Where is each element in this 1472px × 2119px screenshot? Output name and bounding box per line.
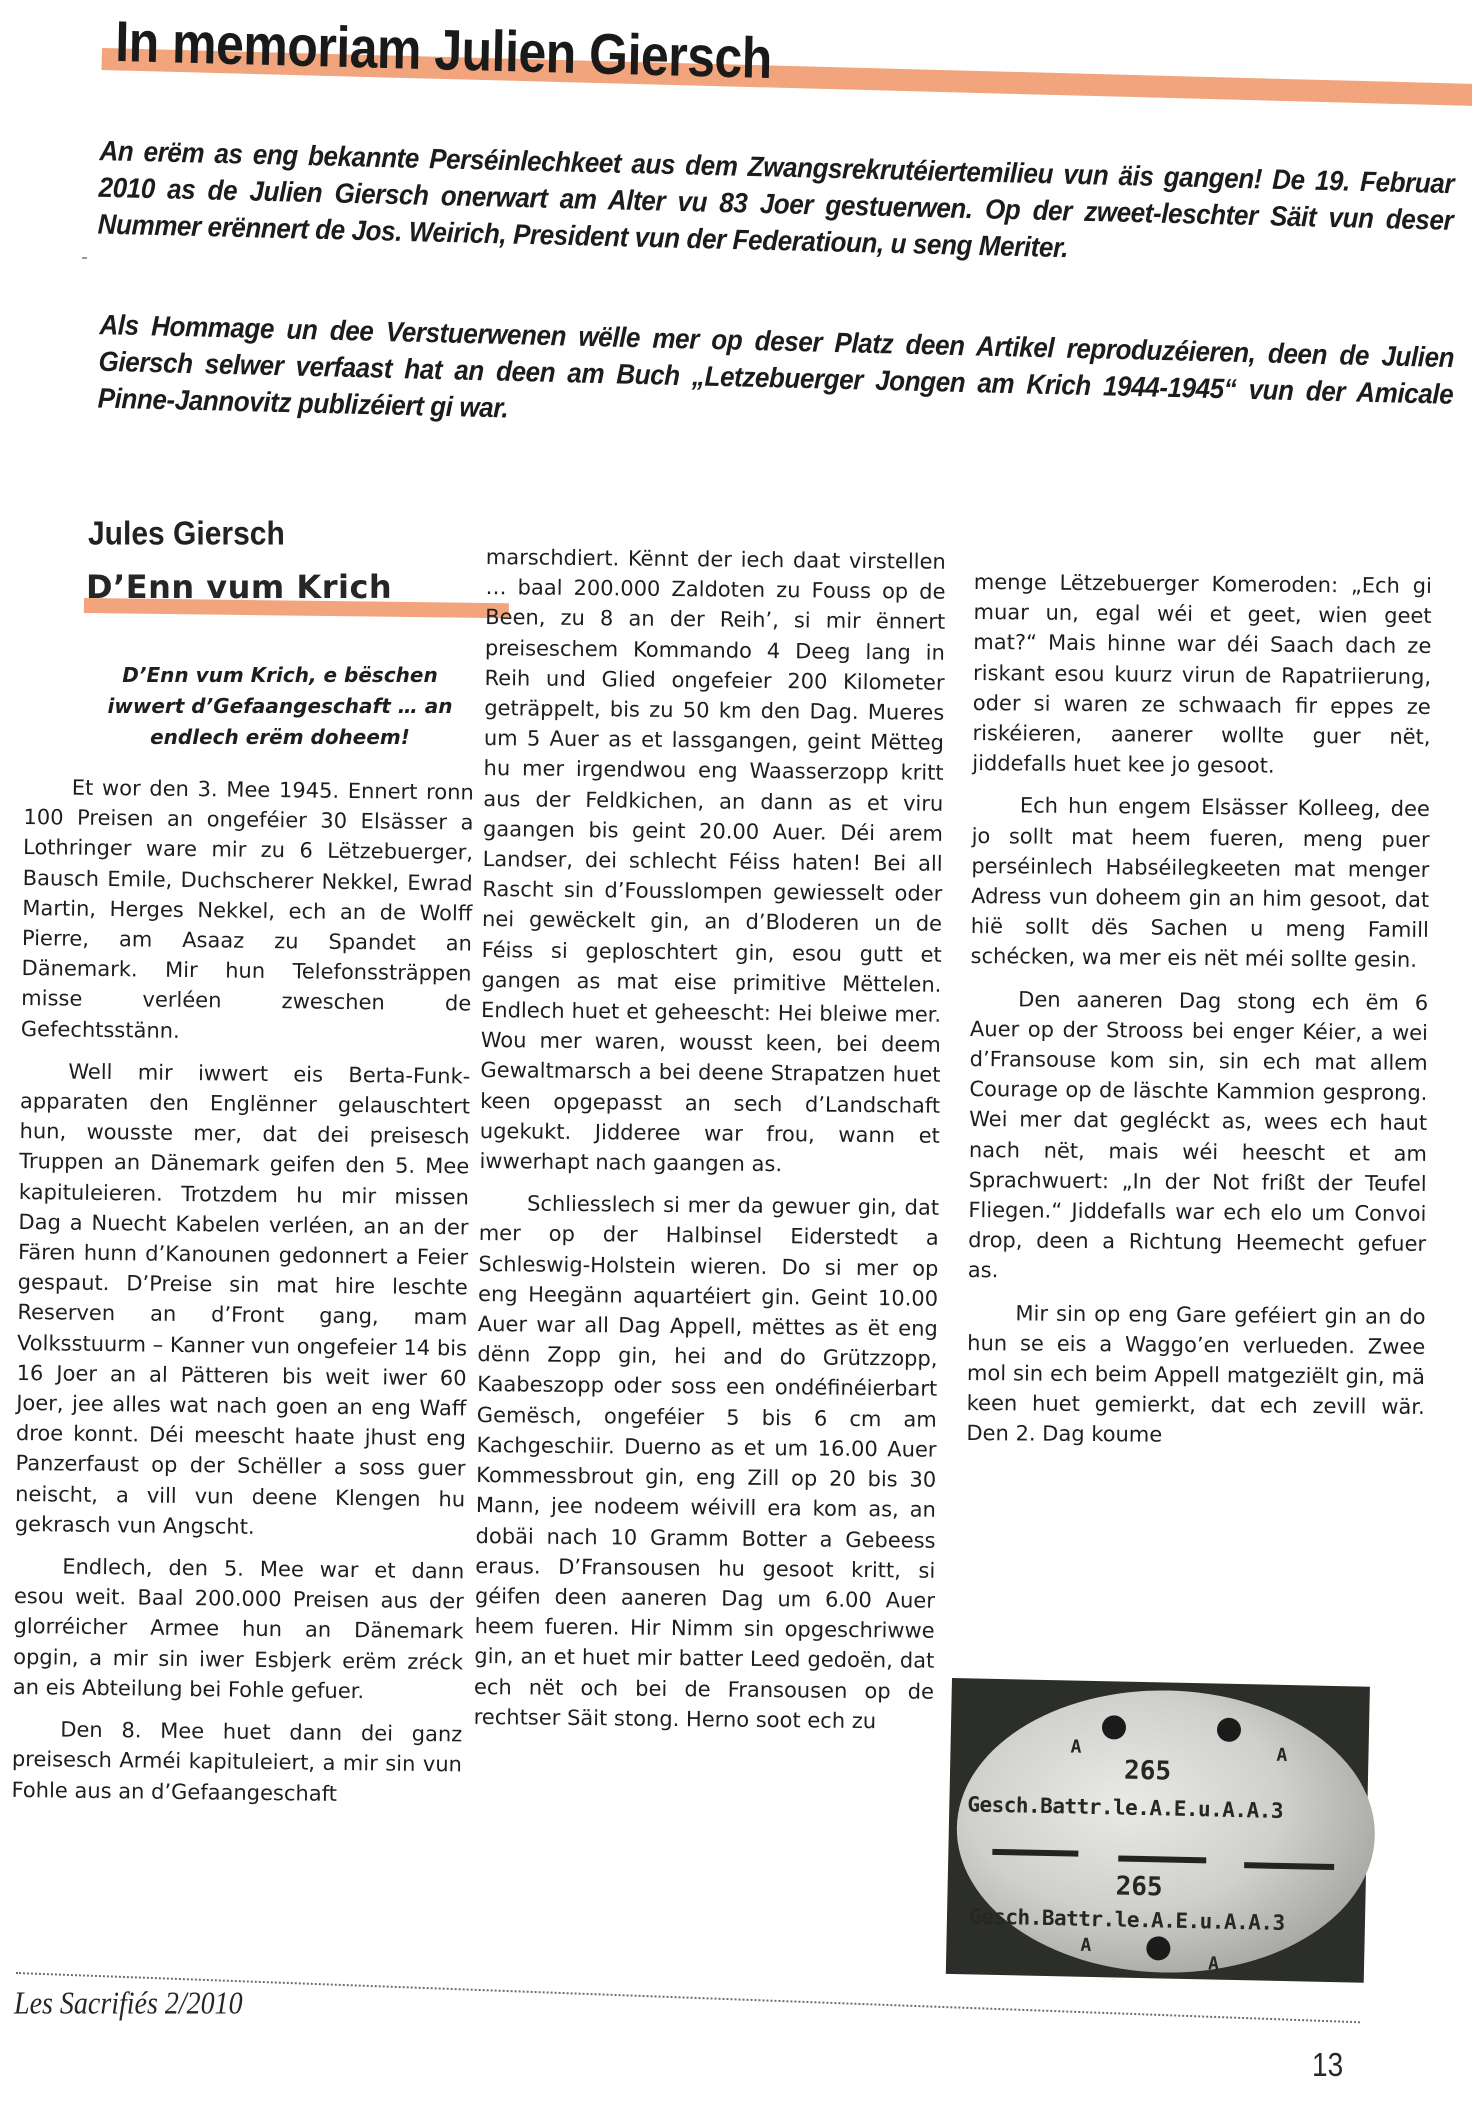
- tag-break-slot: [1244, 1862, 1334, 1870]
- article-column-2: [473, 542, 946, 1749]
- tag-letter: A: [1276, 1744, 1288, 1767]
- article-kicker: D’Enn vum Krich, e bëschen iwwert d’Gefaangeschaft … an endlech erëm doheem!: [107, 663, 453, 749]
- column-paragraph: Ech hun engem Elsässer Kolleeg, dee jo sollt mat heem fueren, meng puer perséinlech Habséilegkeeten mat menger Adress vun doheem gin an him gesoot, dat hië sollt dës Sachen u meng Famill schécken, wa mer eis nët méi sollte gesin.: [970, 793, 1431, 973]
- tag-letter: A: [1080, 1934, 1092, 1956]
- dog-tag-icon: [954, 1686, 1378, 1977]
- column-paragraph: Mir sin op eng Gare geféiert gin an do hun se eis a Waggo’en verlueden. Zwee mol sin ech beim Appell matgeziëlt gin, mä keen huet gemierkt, dat ech zevill wär. Den 2. Dag koume: [966, 1301, 1426, 1448]
- tag-letter: A: [1207, 1953, 1220, 1975]
- column-paragraph: Den 8. Mee huet dann dei ganz preisesch Arméi kapituleiert, a mir sin vun Fohle aus an d’Gefaangeschaft: [11, 1717, 463, 1806]
- tag-hole: [1102, 1715, 1126, 1739]
- column-paragraph: menge Lëtzebuerger Komeroden: „Ech gi muar un, egal wéi et geet, wien geet mat?“ Mais hinne war déi Saach dach ze riskant esou kuurz virun de Rapatriierung, oder si waren ze schwaach fir eppes ze riskéieren, aanerer wollte guer nët, jiddefalls huet kee jo gesoot.: [972, 569, 1432, 778]
- publication-name: Les Sacrifiés 2/2010: [14, 1986, 243, 2022]
- tag-unit-text: Gesch.Battr.le.A.E.u.A.A.3: [968, 1904, 1285, 1936]
- tag-hole: [1217, 1718, 1241, 1742]
- dog-tag-photo: [946, 1678, 1370, 1983]
- column-paragraph: marschdiert. Kënnt der iech daat virstellen … baal 200.000 Zaldoten zu Fouss op de Been, zu 8 an der Reih’, si mir ënnert preiseschem Kommando 4 Deeg lang in Reih und Glied ongefeier 200 Kilometer geträppelt, bis zu 50 km den Dag. Mueres um 5 Auer as et lassgangen, geint Mëtteg hu mer irgendwou eng Waasserzopp kritt aus der Feldkichen, an dann as et viru gaangen bis geint 20.00 Auer. Déi arem Landser, dei schlecht Féiss haten! Bei all Rascht sin d’Fousslompen gewiesselt oder nei gewëckelt gin, an d’Bloderen un de Féiss si geploschtert gin, esou gutt et gangen as mat eise primitive Mëttelen. Endlech huet et geheescht: Hei bleiwe mer. Wou mer waren, wousst keen, bei deem Gewaltmarsch a bei deene Strapatzen huet keen opgepasst an sech d’Landschaft ugekukt. Jidderee war frou, wann et iwwerhapt nach gaangen as.: [479, 544, 946, 1177]
- tag-hole: [1146, 1936, 1170, 1960]
- page-number: 13: [1312, 2046, 1344, 2084]
- article-title: D’Enn vum Krich: [86, 568, 393, 606]
- column-paragraph: Et wor den 3. Mee 1945. Ennert ronn 100 Preisen an ongeféier 30 Elsässer a Lothringer ware mir zu 6 Lëtzebuerger, Bausch Emile, Duchscherer Nekkel, Ewrad Martin, Herges Nekkel, ech an de Wolff Pierre, am Asaaz zu Spandet an Dänemark. Mir hun Telefonssträppen misse verléen zweschen de Gefechtsstänn.: [20, 775, 474, 1043]
- tag-number: 265: [1115, 1871, 1163, 1903]
- article-column-1: [11, 772, 474, 1822]
- article-column-3: [966, 567, 1432, 1465]
- article-author: Jules Giersch: [88, 516, 285, 553]
- tag-break-slot: [1118, 1856, 1206, 1864]
- column-paragraph: Endlech, den 5. Mee war et dann esou weit. Baal 200.000 Preisen aus der glorréicher Armee hun an Dänemark opgin, a mir sin iwer Esbjerk erëm zréck an eis Abteilung bei Fohle gefuer.: [12, 1554, 465, 1704]
- scan-speck: [82, 257, 87, 259]
- column-paragraph: Schliesslech si mer da gewuer gin, dat mer op der Halbinsel Eiderstedt a Schleswig-Holstein wieren. Do si mer op eng Heegänn aquartéiert gin. Geint 10.00 Auer war all Dag Appell, mëttes as ët eng dënn Zopp gin, hei and do Grützzopp, Kaabeszopp oder soss een ondéfinéierbart Gemësch, ongeféier 5 bis 6 cm am Kachgeschiir. Duerno as et um 16.00 Auer Kommessbrout gin, eng Zill op 20 bis 30 Mann, jee nodeem wéivill era kom as, an dobäi nach 10 Gramm Botter a Gebeess eraus. D’Fransousen hu gesoot kritt, si géifen deen aaneren Dag um 6.00 Auer heem fueren. Hir Nimm sin opgeschriwwe gin, an et huet mir batter Leed gedoën, dat ech nët och bei de Fransousen op de rechtser Säit stong. Herno soot ech zu: [473, 1191, 940, 1733]
- tag-letter: A: [1070, 1736, 1082, 1758]
- lede-paragraph-2: Als Hommage un dee Verstuerwenen wëlle mer op deser Platz deen Artikel reproduzéieren, deen de Julien Giersch selwer verfaast hat an deen am Buch „Letzebuerger Jongen am Krich 1944-1945“ vun der Amicale Pinne-Jannovitz publizéiert gi war.: [97, 308, 1455, 425]
- page-title: In memoriam Julien Giersch: [114, 9, 773, 91]
- tag-unit-text: Gesch.Battr.le.A.E.u.A.A.3: [967, 1792, 1284, 1823]
- column-paragraph: Well mir iwwert eis Berta-Funkapparaten den Englënner gelauschtert hun, wousste mer, dat dei preisesch Truppen an Dänemark geifen den 5. Mee kapituleieren. Trotzdem hu mir missen Dag a Nuecht Kabelen verléen, an an der Fären hunn d’Kanounen gedonnert a Feier gespaut. D’Preise sin mat hire leschte Reserven an d’Front gang, mam Volksstuurm – Kanner vun ongefeier 14 bis 16 Joer an al Pätteren bis weit iwer 60 Joer, jee alles wat nach goen an eng Waff droe konnt. Déi meescht haate jhust eng Panzerfaust op der Schëller a soss guer neischt, a vill vun deene Klengen hu gekrasch vun Angscht.: [14, 1059, 471, 1539]
- column-paragraph: Den aaneren Dag stong ech ëm 6 Auer op der Strooss bei enger Kéier, a wei d’Fransouse kom sin, sin ech mat allem Courage op de läschte Kammion gesprong. Wei mer dat gegléckt as, wees ech haut nach nët, mais wéi heescht et am Sprachwuert: „In der Not frißt der Teufel Fliegen.“ Jiddefalls war ech elo um Convoi drop, deen a Richtung Heemecht gefuer as.: [967, 987, 1429, 1283]
- tag-number: 265: [1123, 1755, 1172, 1787]
- lede-paragraph-1: An erëm as eng bekannte Perséinlechkeet aus dem Zwangsrekrutéiertemilieu vun äis gangen! De 19. Februar 2010 as de Julien Giersch onerwart am Alter vu 83 Joer gestuerwen. Op der zweet-leschter Säit vun deser Nummer erënnert de Jos. Weirich, President vun der Federatioun, u seng Meriter.: [97, 134, 1455, 264]
- tag-break-slot: [992, 1849, 1078, 1857]
